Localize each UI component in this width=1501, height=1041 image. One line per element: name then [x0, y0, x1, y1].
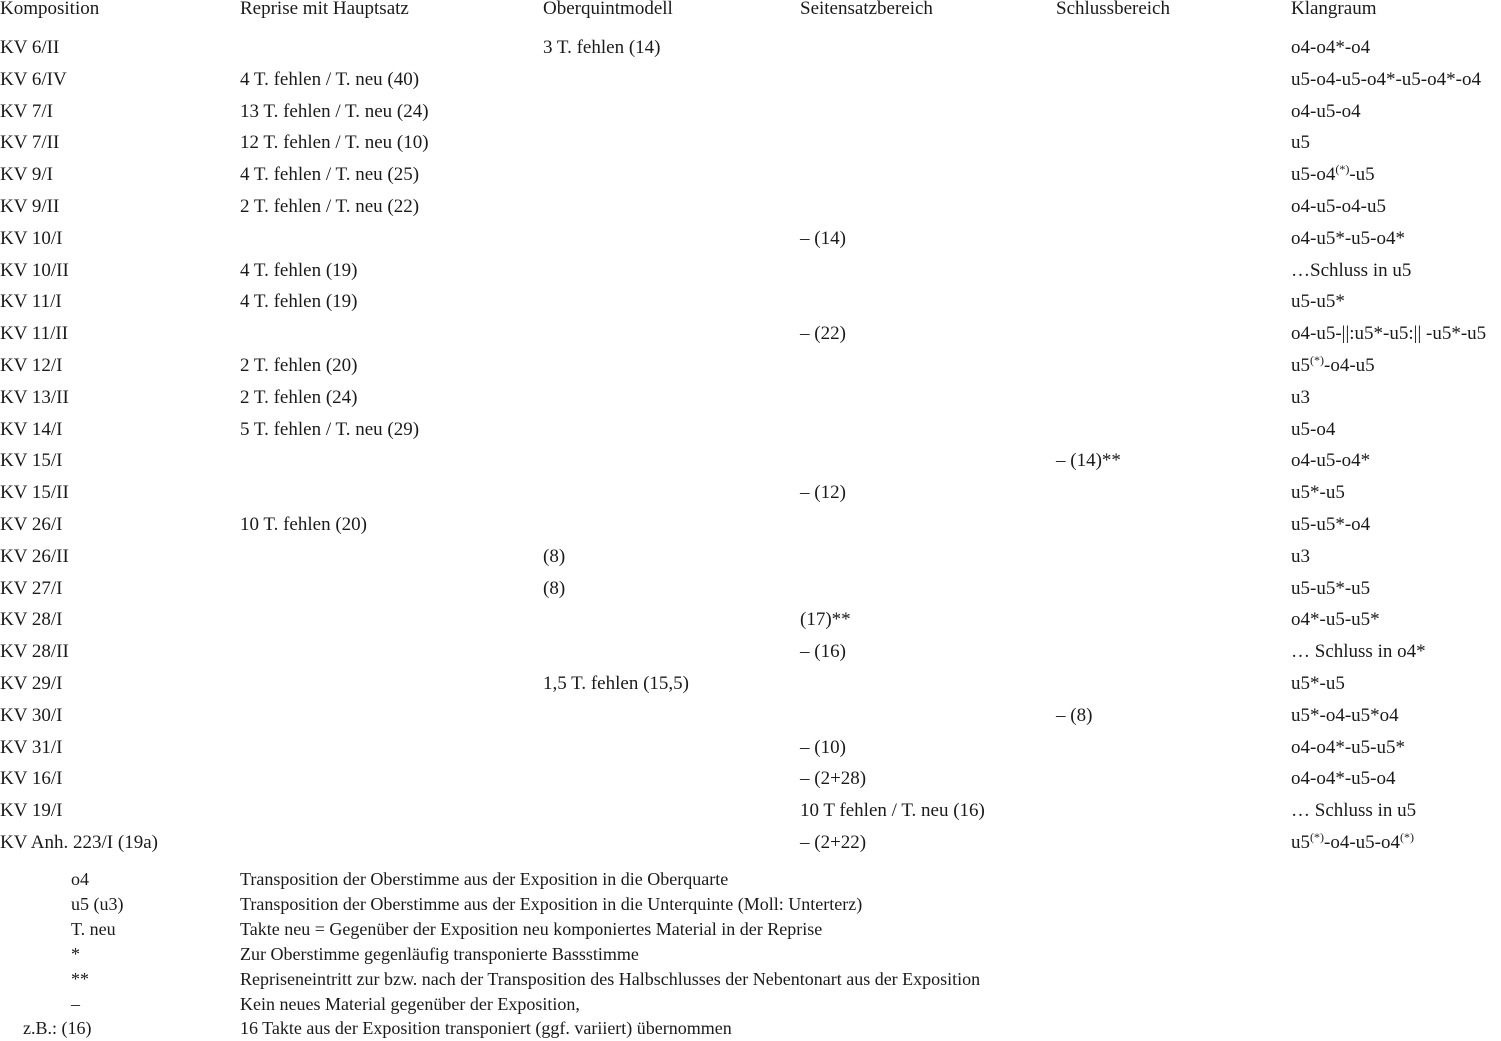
cell-reprise: 2 T. fehlen (24): [240, 386, 358, 408]
table-row: [0, 290, 1501, 314]
klangraum-part: -o4-u5-o4: [1324, 832, 1400, 853]
table-row: [0, 100, 1501, 124]
cell-oberquint: (8): [543, 577, 566, 599]
cell-komposition: KV 16/I: [0, 768, 63, 790]
legend-key: –: [71, 993, 80, 1014]
table-row: [0, 767, 1501, 791]
cell-reprise: 4 T. fehlen / T. neu (40): [240, 68, 420, 90]
cell-reprise: 5 T. fehlen / T. neu (29): [240, 418, 420, 440]
legend-description: 16 Takte aus der Exposition transponiert (ggf. variiert) übernommen: [240, 1018, 732, 1039]
legend-key: u5 (u3): [71, 893, 124, 914]
klangraum-part: u5: [1291, 355, 1310, 376]
cell-seitensatz: – (12): [800, 482, 846, 504]
klangraum-part: u5-o4: [1291, 164, 1336, 186]
cell-klangraum: u5-u5*-u5: [1291, 577, 1371, 599]
cell-klangraum: [1291, 163, 1375, 187]
cell-schluss: – (8): [1056, 704, 1093, 726]
cell-komposition: KV Anh. 223/I (19a): [0, 832, 158, 853]
cell-oberquint: (8): [543, 545, 566, 567]
cell-reprise: 12 T. fehlen / T. neu (10): [240, 132, 429, 154]
cell-reprise: 4 T. fehlen (19): [240, 291, 358, 313]
table-row: [0, 640, 1501, 664]
klangraum-part: -o4-u5: [1324, 355, 1375, 376]
legend-description: Transposition der Oberstimme aus der Exposition in die Oberquarte: [240, 869, 729, 889]
table-row: [0, 131, 1501, 155]
cell-komposition: KV 10/II: [0, 259, 69, 281]
cell-klangraum: [1291, 354, 1375, 378]
cell-reprise: 4 T. fehlen (19): [240, 259, 358, 281]
legend-key: **: [71, 968, 89, 989]
cell-klangraum: … Schluss in u5: [1291, 800, 1417, 822]
klangraum-part: -u5: [1349, 164, 1375, 186]
cell-klangraum: u5-u5*: [1291, 291, 1345, 313]
table-row: [0, 577, 1501, 601]
cell-komposition: KV 29/I: [0, 673, 63, 694]
table-row: [0, 354, 1501, 378]
table-row: [0, 322, 1501, 346]
superscript-marker: (*): [1335, 162, 1350, 177]
cell-klangraum: u3: [1291, 386, 1310, 408]
cell-klangraum: o4-o4*-u5-o4: [1291, 768, 1396, 790]
cell-seitensatz: – (2+22): [800, 832, 867, 853]
cell-komposition: KV 6/II: [0, 37, 60, 58]
cell-klangraum: u5: [1291, 132, 1310, 154]
cell-komposition: KV 7/II: [0, 132, 60, 154]
cell-komposition: KV 27/I: [0, 577, 63, 599]
cell-reprise: 2 T. fehlen (20): [240, 355, 358, 376]
cell-komposition: KV 15/I: [0, 450, 63, 472]
table-row: [0, 545, 1501, 569]
header-komposition: Komposition: [0, 0, 100, 19]
legend-description: Transposition der Oberstimme aus der Exposition in die Unterquinte (Moll: Unterterz): [240, 893, 863, 914]
table-row: [0, 36, 1501, 60]
table-row: [0, 68, 1501, 92]
legend-description: Zur Oberstimme gegenläufig transponierte Bassstimme: [240, 943, 639, 964]
header-reprise: Reprise mit Hauptsatz: [240, 0, 409, 19]
header-oberquintmodell: Oberquintmodell: [543, 0, 673, 19]
cell-komposition: KV 7/I: [0, 100, 53, 122]
cell-komposition: KV 26/II: [0, 545, 69, 567]
table-row: [0, 831, 1501, 855]
cell-komposition: KV 19/I: [0, 800, 63, 822]
cell-seitensatz: – (22): [800, 323, 846, 345]
cell-seitensatz: – (2+28): [800, 768, 867, 790]
cell-komposition: KV 9/I: [0, 164, 53, 186]
cell-oberquint: 1,5 T. fehlen (15,5): [543, 673, 689, 694]
cell-komposition: KV 30/I: [0, 704, 63, 726]
cell-klangraum: u5*-u5: [1291, 673, 1345, 694]
cell-klangraum: u5*-u5: [1291, 482, 1345, 504]
table-row: [0, 481, 1501, 505]
legend-item: [0, 943, 1501, 965]
cell-komposition: KV 28/I: [0, 609, 63, 631]
cell-klangraum: o4-o4*-o4: [1291, 37, 1371, 58]
table-row: [0, 163, 1501, 187]
legend-key: o4: [71, 869, 89, 889]
table-row: [0, 259, 1501, 283]
legend-item: [0, 1017, 1501, 1039]
legend-item: [0, 868, 1501, 890]
cell-komposition: KV 10/I: [0, 227, 63, 249]
cell-klangraum: … Schluss in o4*: [1291, 641, 1426, 663]
header-seitensatzbereich: Seitensatzbereich: [800, 0, 933, 19]
cell-klangraum: …Schluss in u5: [1291, 259, 1412, 281]
cell-klangraum: u5-o4: [1291, 418, 1336, 440]
cell-schluss: – (14)**: [1056, 450, 1121, 472]
legend-item: [0, 968, 1501, 990]
cell-seitensatz: (17)**: [800, 609, 851, 631]
cell-seitensatz: – (10): [800, 736, 846, 758]
cell-klangraum: u5-u5*-o4: [1291, 514, 1371, 535]
table-row: [0, 736, 1501, 760]
cell-klangraum: o4-u5*-u5-o4*: [1291, 227, 1405, 249]
cell-klangraum: o4-u5-||:u5*-u5:|| -u5*-u5: [1291, 323, 1487, 345]
table-row: [0, 227, 1501, 251]
table-row: [0, 672, 1501, 696]
table-header: [0, 0, 1501, 21]
cell-komposition: KV 12/I: [0, 355, 63, 376]
legend-key: z.B.: (16): [23, 1018, 92, 1039]
table-row: [0, 704, 1501, 728]
cell-komposition: KV 26/I: [0, 514, 63, 535]
superscript-marker: (*): [1399, 830, 1414, 844]
cell-klangraum: o4-u5-o4: [1291, 100, 1361, 122]
cell-komposition: KV 11/II: [0, 323, 69, 345]
cell-komposition: KV 31/I: [0, 736, 63, 758]
cell-komposition: KV 13/II: [0, 386, 69, 408]
cell-reprise: 10 T. fehlen (20): [240, 514, 367, 535]
superscript-marker: (*): [1310, 830, 1324, 844]
superscript-marker: (*): [1310, 353, 1324, 367]
cell-seitensatz: 10 T fehlen / T. neu (16): [800, 800, 985, 822]
legend-key: *: [71, 943, 80, 964]
legend-description: Repriseneintritt zur bzw. nach der Transposition des Halbschlusses der Nebentonart aus der Exposition: [240, 968, 981, 989]
cell-klangraum: u5-o4-u5-o4*-u5-o4*-o4: [1291, 68, 1481, 90]
cell-komposition: KV 14/I: [0, 418, 63, 440]
cell-seitensatz: – (16): [800, 641, 846, 663]
cell-klangraum: o4*-u5-u5*: [1291, 609, 1380, 631]
header-schlussbereich: Schlussbereich: [1056, 0, 1170, 19]
legend-key: T. neu: [71, 918, 116, 939]
table-row: [0, 799, 1501, 823]
cell-klangraum: u5*-o4-u5*o4: [1291, 704, 1399, 726]
cell-komposition: KV 11/I: [0, 291, 62, 313]
legend-description: Kein neues Material gegenüber der Exposition,: [240, 993, 580, 1014]
legend-item: [0, 893, 1501, 915]
table-row: [0, 195, 1501, 219]
cell-komposition: KV 28/II: [0, 641, 69, 663]
cell-klangraum: o4-u5-o4*: [1291, 450, 1371, 472]
table-row: [0, 513, 1501, 537]
cell-klangraum: o4-u5-o4-u5: [1291, 196, 1386, 217]
cell-reprise: 2 T. fehlen / T. neu (22): [240, 196, 420, 217]
klangraum-part: u5: [1291, 832, 1310, 853]
cell-klangraum: [1291, 831, 1414, 855]
cell-komposition: KV 6/IV: [0, 68, 67, 90]
cell-seitensatz: – (14): [800, 227, 846, 249]
legend-description: Takte neu = Gegenüber der Exposition neu komponiertes Material in der Reprise: [240, 918, 823, 939]
cell-reprise: 13 T. fehlen / T. neu (24): [240, 100, 429, 122]
table-row: [0, 418, 1501, 442]
table-row: [0, 386, 1501, 410]
legend-item: [0, 993, 1501, 1015]
cell-reprise: 4 T. fehlen / T. neu (25): [240, 164, 420, 186]
cell-klangraum: u3: [1291, 545, 1310, 567]
header-klangraum: Klangraum: [1291, 0, 1377, 19]
legend-item: [0, 918, 1501, 940]
cell-komposition: KV 15/II: [0, 482, 69, 504]
cell-komposition: KV 9/II: [0, 196, 60, 217]
table-row: [0, 449, 1501, 473]
cell-oberquint: 3 T. fehlen (14): [543, 37, 661, 58]
cell-klangraum: o4-o4*-u5-u5*: [1291, 736, 1405, 758]
table-row: [0, 608, 1501, 632]
